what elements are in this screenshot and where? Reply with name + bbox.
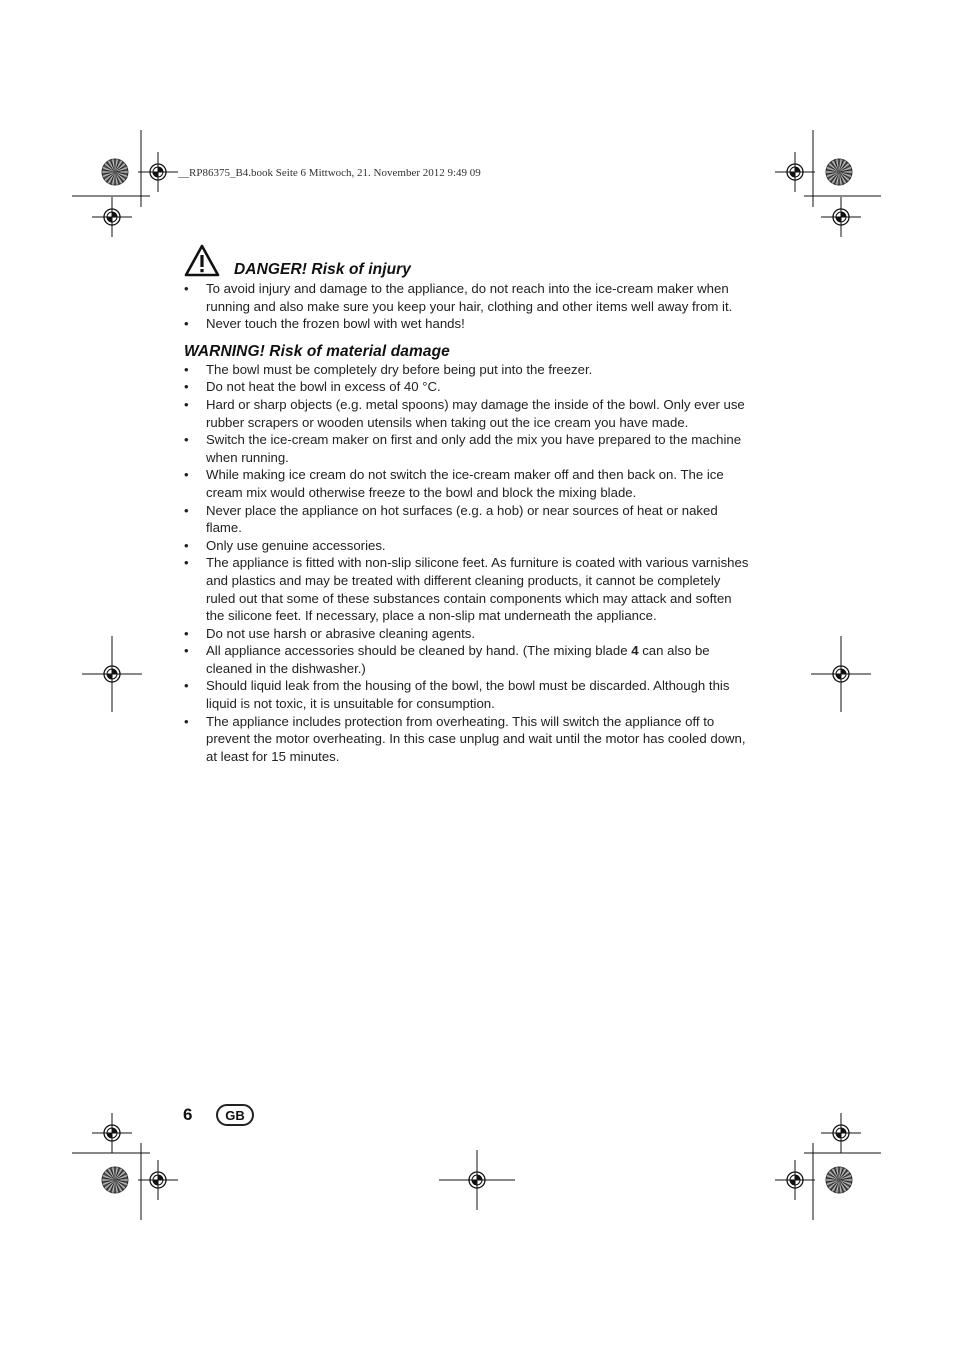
color-starburst-icon <box>826 1167 852 1193</box>
crosshair-icon <box>821 1113 861 1153</box>
part-reference: 4 <box>631 643 639 659</box>
list-item: • Only use genuine accessories. <box>184 537 749 555</box>
color-starburst-icon <box>102 159 128 185</box>
warning-list <box>184 361 749 766</box>
crosshair-icon <box>92 197 132 237</box>
list-item: • The bowl must be completely dry before being put into the freezer. <box>184 361 749 379</box>
list-item: • While making ice cream do not switch the ice-cream maker off and then back on. The ice cream mix would otherwise freeze to the bowl and block the mixing blade. <box>184 466 749 501</box>
page-number: 6 <box>183 1105 193 1124</box>
list-item: • The appliance includes protection from overheating. This will switch the appliance off to prevent the motor overheating. In this case unplug and wait until the motor has cooled down, at least for 15 minutes. <box>184 713 749 766</box>
crosshair-icon <box>775 1160 815 1200</box>
crosshair-icon <box>811 636 871 712</box>
warning-heading: WARNING! Risk of material damage <box>184 342 450 360</box>
list-item: • To avoid injury and damage to the appliance, do not reach into the ice-cream maker when running and also make sure you keep your hair, clothing and other items well away from it. <box>184 280 749 315</box>
print-header: __RP86375_B4.book Seite 6 Mittwoch, 21. November 2012 9:49 09 <box>178 167 481 179</box>
crosshair-icon <box>138 152 178 192</box>
text-span: can also be cleaned in the dishwasher.) <box>206 643 710 676</box>
list-item: • Do not heat the bowl in excess of 40 °C. <box>184 378 749 396</box>
text-span: All appliance accessories should be cleaned by hand. (The mixing blade <box>206 643 632 659</box>
danger-heading-row <box>184 244 749 280</box>
crosshair-icon <box>439 1150 515 1210</box>
list-item: • Do not use harsh or abrasive cleaning agents. <box>184 625 749 643</box>
color-starburst-icon <box>826 159 852 185</box>
crosshair-icon <box>821 197 861 237</box>
list-item: • Hard or sharp objects (e.g. metal spoons) may damage the inside of the bowl. Only ever use rubber scrapers or wooden utensils when taking out the ice cream you have made. <box>184 396 749 431</box>
color-starburst-icon <box>102 1167 128 1193</box>
list-item: • Never touch the frozen bowl with wet hands! <box>184 315 749 333</box>
list-item-accessories <box>184 642 749 677</box>
language-badge: GB <box>216 1104 254 1126</box>
danger-list <box>184 280 749 333</box>
crosshair-icon <box>775 152 815 192</box>
safety-content <box>184 244 749 765</box>
crosshair-icon <box>82 636 142 712</box>
crosshair-icon <box>92 1113 132 1153</box>
list-item: • Should liquid leak from the housing of the bowl, the bowl must be discarded. Although this liquid is not toxic, it is unsuitable for consumption. <box>184 677 749 712</box>
warning-triangle-icon <box>184 244 220 278</box>
danger-heading: DANGER! Risk of injury <box>234 261 412 278</box>
crosshair-icon <box>138 1160 178 1200</box>
list-item: • The appliance is fitted with non-slip silicone feet. As furniture is coated with various varnishes and plastics and may be treated with different cleaning products, it cannot be completely ruled out that some of these substances contain components which may attack and soften the silicone feet. If necessary, place a non-slip mat underneath the appliance. <box>184 554 749 624</box>
list-item: • Switch the ice-cream maker on first and only add the mix you have prepared to the machine when running. <box>184 431 749 466</box>
list-item: • Never place the appliance on hot surfaces (e.g. a hob) or near sources of heat or naked flame. <box>184 502 749 537</box>
